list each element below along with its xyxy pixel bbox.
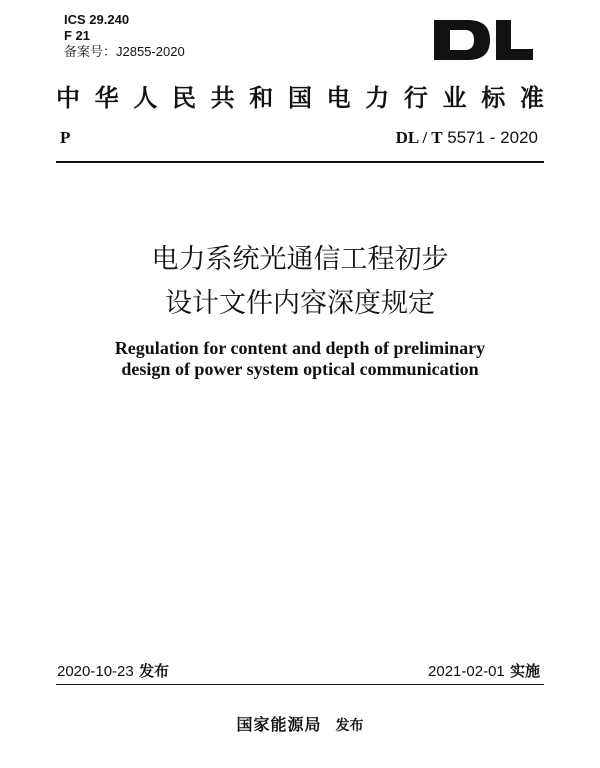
footer-divider xyxy=(56,684,544,685)
filing-number: 备案号：J2855-2020 xyxy=(64,44,185,59)
title-english-line: Regulation for content and depth of preliminary xyxy=(114,338,486,358)
org-title-char: 行 xyxy=(403,83,428,112)
title-chinese-line: 电力系统光通信工程初步 xyxy=(151,244,449,275)
issued-date xyxy=(57,660,169,681)
org-title-char: 和 xyxy=(249,83,274,112)
dl-logo-l xyxy=(496,20,533,60)
publisher-name: 国家能源局 xyxy=(236,715,322,734)
title-english-line: design of power system optical communication xyxy=(121,359,479,379)
org-title-char: 民 xyxy=(171,83,196,112)
title-chinese-line: 设计文件内容深度规定 xyxy=(165,288,435,319)
org-title-char: 标 xyxy=(481,83,506,112)
standard-number-value: 5571 - 2020 xyxy=(442,128,538,147)
classification-code: P xyxy=(60,128,71,147)
org-title-char: 国 xyxy=(287,83,312,112)
dl-logo xyxy=(434,20,534,60)
ccs-code: F 21 xyxy=(64,28,91,43)
org-title-char: 电 xyxy=(326,83,351,112)
publisher-suffix: 发布 xyxy=(335,718,364,734)
effective-date xyxy=(428,660,540,681)
header-divider xyxy=(56,161,544,163)
title-english xyxy=(0,338,600,380)
title-chinese xyxy=(0,238,600,326)
org-title-char: 共 xyxy=(210,83,235,112)
org-title-char: 业 xyxy=(442,83,467,112)
issued-date-value: 2020-10-23 xyxy=(57,663,134,680)
publisher xyxy=(0,712,600,735)
effective-date-label: 实施 xyxy=(504,662,540,680)
ics-code: ICS 29.240 xyxy=(64,12,130,27)
document-metadata xyxy=(64,12,185,60)
org-title-char: 力 xyxy=(365,83,390,112)
org-title-char: 准 xyxy=(519,83,544,112)
dl-logo-d xyxy=(434,20,490,60)
org-title-char: 中 xyxy=(56,83,80,112)
org-title-char: 华 xyxy=(94,83,119,112)
org-title xyxy=(56,84,544,112)
standard-number xyxy=(396,128,538,148)
issued-date-label: 发布 xyxy=(133,662,169,680)
org-title-char: 人 xyxy=(133,83,158,112)
effective-date-value: 2021-02-01 xyxy=(428,663,505,680)
standard-number-prefix: DL / T xyxy=(395,128,443,147)
